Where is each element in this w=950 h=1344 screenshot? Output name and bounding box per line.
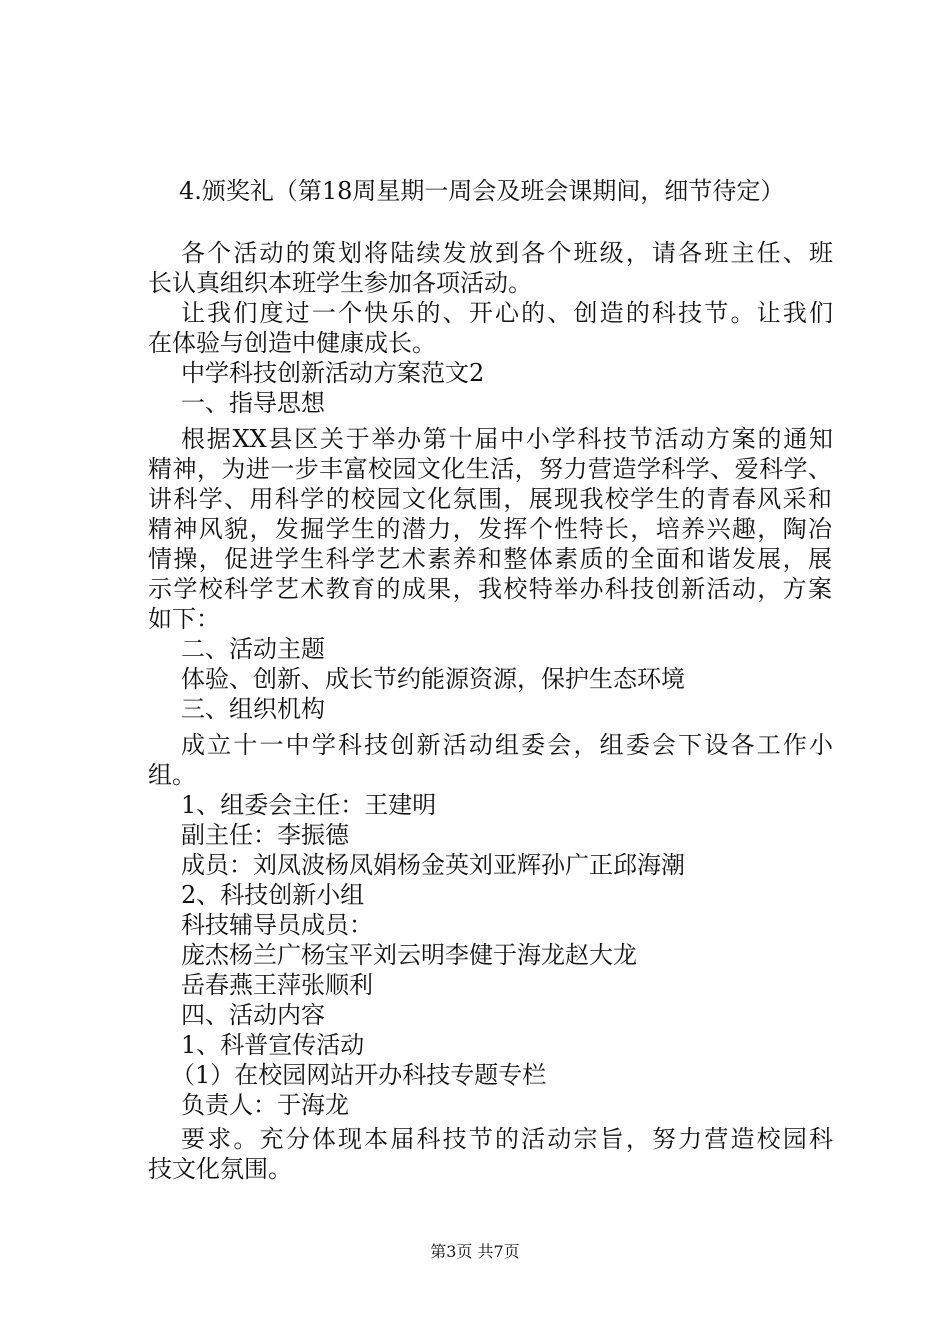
paragraph-line: 要求。充分体现本届科技节的活动宗旨，努力营造校园科 [181, 1125, 833, 1153]
paragraph-line: 各个活动的策划将陆续发放到各个班级，请各班主任、班 [181, 239, 833, 267]
list-item: 1、组委会主任：王建明 [181, 791, 437, 819]
list-item: 1、科普宣传活动 [181, 1031, 365, 1059]
list-item: 副主任：李振德 [181, 821, 349, 849]
list-item: 科技辅导员成员： [181, 911, 373, 939]
section-title: 中学科技创新活动方案范文2 [181, 359, 485, 387]
paragraph-line: 讲科学、用科学的校园文化氛围，展现我校学生的青春风采和 [148, 485, 832, 513]
list-item: 庞杰杨兰广杨宝平刘云明李健于海龙赵大龙 [181, 941, 637, 969]
paragraph-line: 情操，促进学生科学艺术素养和整体素质的全面和谐发展，展 [148, 545, 832, 573]
paragraph-line: 精神风貌，发掘学生的潜力，发挥个性特长，培养兴趣，陶冶 [148, 515, 832, 543]
list-item: 成员：刘凤波杨凤娟杨金英刘亚辉孙广正邱海潮 [181, 851, 685, 879]
list-item: （1）在校园网站开办科技专题专栏 [171, 1061, 547, 1089]
paragraph-line: 让我们度过一个快乐的、开心的、创造的科技节。让我们 [181, 299, 833, 327]
heading-organization: 三、组织机构 [181, 695, 325, 723]
paragraph-line: 组。 [148, 761, 196, 789]
list-item: 负责人：于海龙 [181, 1091, 349, 1119]
heading-activity-content: 四、活动内容 [181, 1001, 325, 1029]
paragraph-line: 在体验与创造中健康成长。 [148, 329, 436, 357]
page-footer: 第3页 共7页 [430, 1242, 520, 1261]
paragraph-line: 成立十一中学科技创新活动组委会，组委会下设各工作小 [181, 731, 833, 759]
award-ceremony-line: 4.颁奖礼（第18周星期一周会及班会课期间，细节待定） [179, 177, 785, 205]
heading-activity-theme: 二、活动主题 [181, 635, 325, 663]
list-item: 岳春燕王萍张顺利 [181, 971, 373, 999]
heading-guiding-idea: 一、指导思想 [181, 389, 325, 417]
paragraph-line: 根据XX县区关于举办第十届中小学科技节活动方案的通知 [181, 425, 833, 453]
paragraph-line: 长认真组织本班学生参加各项活动。 [148, 269, 532, 297]
list-item: 2、科技创新小组 [181, 881, 365, 909]
paragraph-line: 示学校科学艺术教育的成果，我校特举办科技创新活动，方案 [148, 575, 832, 603]
paragraph-line: 体验、创新、成长节约能源资源，保护生态环境 [181, 665, 685, 693]
paragraph-line: 如下： [148, 605, 220, 633]
paragraph-line: 技文化氛围。 [148, 1155, 292, 1183]
paragraph-line: 精神，为进一步丰富校园文化生活，努力营造学科学、爱科学、 [148, 455, 832, 483]
